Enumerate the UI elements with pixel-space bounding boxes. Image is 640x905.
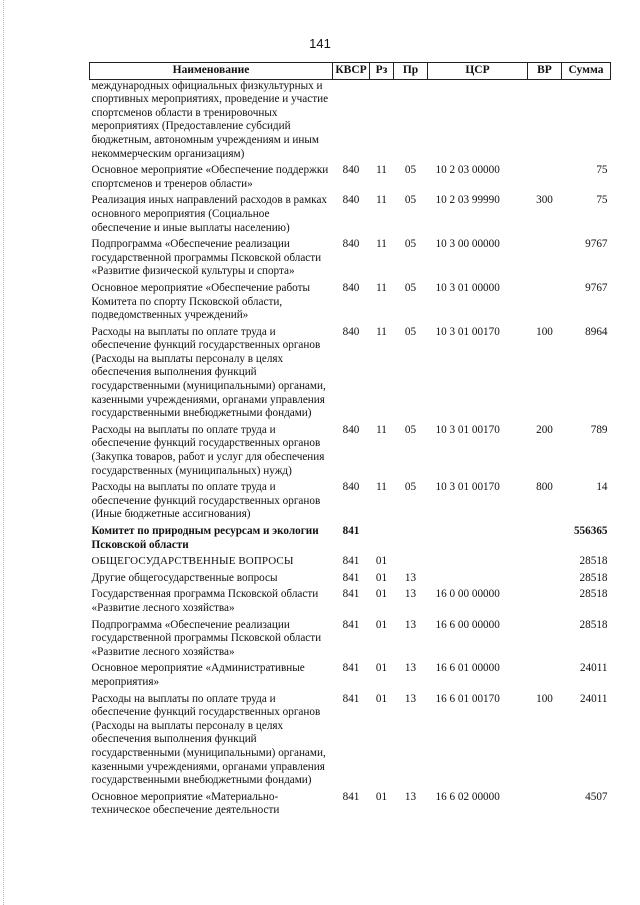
cell-pr: 05 [404, 281, 417, 294]
cell-vr [528, 161, 562, 191]
cell-name: Основное мероприятие «Материально-техническое обеспечение деятельности [91, 790, 280, 817]
table-row [90, 279, 611, 323]
cell-kvsr: 840 [342, 238, 360, 251]
cell-rz: 01 [375, 662, 388, 675]
cell-csr [428, 552, 528, 569]
table-row [90, 659, 611, 689]
cell-csr: 10 2 03 99990 [435, 194, 500, 207]
cell-rz: 11 [376, 281, 387, 294]
cell-rz: 11 [376, 238, 387, 251]
header-rz: Рз [370, 63, 394, 80]
cell-rz: 11 [376, 194, 387, 207]
cell-name: Основное мероприятие «Административные мероприятия» [91, 662, 305, 688]
cell-name: Государственная программа Псковской области «Развитие лесного хозяйства» [91, 588, 319, 614]
cell-name: Основное мероприятие «Обеспечение работы Комитета по спорту Псковской области, подведомственных учреждений» [91, 281, 311, 322]
table-row [90, 191, 611, 235]
cell-sum: 8964 [585, 325, 608, 338]
table-row [90, 161, 611, 191]
cell-sum [562, 79, 611, 161]
cell-kvsr: 841 [342, 571, 360, 584]
cell-sum: 556365 [573, 525, 608, 537]
cell-sum: 4507 [585, 790, 608, 803]
cell-vr: 100 [536, 325, 553, 338]
cell-vr: 200 [536, 423, 553, 436]
cell-csr: 10 3 00 00000 [435, 238, 500, 251]
cell-sum: 28518 [579, 618, 608, 631]
cell-sum: 9767 [585, 238, 608, 251]
header-csr: ЦСР [428, 63, 528, 80]
scan-edge [3, 0, 5, 905]
cell-pr: 13 [404, 692, 417, 705]
header-pr: Пр [394, 63, 428, 80]
cell-sum: 24011 [579, 662, 608, 675]
cell-csr: 10 2 03 00000 [435, 164, 500, 177]
budget-table [89, 62, 611, 818]
cell-pr: 05 [404, 423, 417, 436]
cell-kvsr: 841 [342, 692, 360, 705]
cell-kvsr: 840 [342, 194, 360, 207]
cell-rz: 01 [375, 790, 388, 803]
cell-kvsr: 840 [342, 481, 360, 494]
cell-name: ОБЩЕГОСУДАРСТВЕННЫЕ ВОПРОСЫ [91, 555, 294, 568]
cell-name: Расходы на выплаты по оплате труда и обеспечение функций государственных органов (Иные бюджетные ассигнования) [91, 481, 321, 521]
table-row [90, 585, 611, 615]
cell-csr: 16 6 01 00170 [435, 692, 500, 705]
table-row [90, 235, 611, 279]
cell-sum: 28518 [579, 571, 608, 584]
cell-kvsr: 840 [342, 281, 360, 294]
cell-vr: 800 [536, 481, 553, 494]
cell-pr: 13 [404, 571, 417, 584]
table-row [90, 552, 611, 569]
cell-name: Расходы на выплаты по оплате труда и обеспечение функций государственных органов (Закупка товаров, работ и услуг для обеспечения государственных (муниципальных) нужд) [91, 423, 325, 477]
cell-sum: 9767 [585, 281, 608, 294]
cell-vr [528, 235, 562, 279]
cell-pr: 13 [404, 662, 417, 675]
cell-pr: 05 [404, 481, 417, 494]
cell-name: Другие общегосударственные вопросы [91, 571, 278, 584]
page-number: 141 [309, 36, 331, 51]
table-header-row [90, 63, 611, 80]
cell-sum: 75 [596, 194, 608, 207]
cell-kvsr: 841 [342, 588, 360, 601]
header-sum: Сумма [562, 63, 611, 80]
cell-rz: 11 [376, 325, 387, 338]
cell-pr: 05 [404, 194, 417, 207]
cell-vr [528, 569, 562, 586]
cell-name: Комитет по природным ресурсам и экологии Псковской области [91, 525, 319, 551]
cell-sum: 14 [596, 481, 608, 494]
cell-rz: 01 [375, 588, 388, 601]
table-row [90, 522, 611, 552]
cell-kvsr [333, 79, 370, 161]
cell-vr [528, 552, 562, 569]
cell-rz: 11 [376, 164, 387, 177]
cell-kvsr: 841 [342, 662, 360, 675]
cell-vr [528, 79, 562, 161]
cell-rz: 01 [375, 571, 388, 584]
cell-pr: 13 [404, 588, 417, 601]
cell-name: международных официальных физкультурных и спортивных мероприятиях, проведение и участие спортсменов области в тренировочных мероприятиях (Предоставление субсидий бюджетным, автономным учреждениям и иным некоммерческим организациям) [91, 79, 329, 160]
table-row [90, 79, 611, 161]
table-body [90, 79, 611, 818]
cell-rz [370, 79, 394, 161]
cell-vr [528, 522, 562, 552]
table-row [90, 478, 611, 522]
cell-name: Подпрограмма «Обеспечение реализации государственной программы Псковской области «Развитие физической культуры и спорта» [91, 238, 322, 278]
cell-pr: 13 [404, 618, 417, 631]
header-vr: ВР [528, 63, 562, 80]
cell-csr: 16 6 02 00000 [435, 790, 500, 803]
header-name: Наименование [90, 63, 333, 80]
cell-pr [394, 552, 428, 569]
header-kvsr: КВСР [333, 63, 370, 80]
cell-csr: 10 3 01 00000 [435, 281, 500, 294]
cell-csr: 16 6 01 00000 [435, 662, 500, 675]
cell-pr: 13 [404, 790, 417, 803]
table-row [90, 616, 611, 660]
cell-csr: 10 3 01 00170 [435, 423, 500, 436]
cell-vr [528, 616, 562, 660]
cell-rz: 01 [375, 692, 388, 705]
cell-csr: 16 0 00 00000 [435, 588, 500, 601]
cell-kvsr: 841 [342, 555, 360, 568]
cell-csr [428, 79, 528, 161]
cell-csr: 10 3 01 00170 [435, 481, 500, 494]
cell-sum: 28518 [579, 588, 608, 601]
cell-csr [428, 522, 528, 552]
cell-pr: 05 [404, 164, 417, 177]
cell-vr [528, 659, 562, 689]
cell-name: Основное мероприятие «Обеспечение поддержки спортсменов и тренеров области» [91, 164, 329, 190]
cell-sum: 789 [590, 423, 608, 436]
table-row [90, 323, 611, 421]
table-row [90, 569, 611, 586]
cell-rz: 11 [376, 481, 387, 494]
cell-csr [428, 569, 528, 586]
cell-rz [370, 522, 394, 552]
cell-rz: 01 [375, 618, 388, 631]
table-row [90, 788, 611, 818]
cell-name: Расходы на выплаты по оплате труда и обеспечение функций государственных органов (Расходы на выплаты персоналу в целях обеспечения выполнения функций государственными (муниципальными) органами, казенными учреждениями, органами управления государственными внебюджетными фондами) [91, 692, 326, 787]
cell-vr: 100 [536, 692, 553, 705]
cell-vr [528, 585, 562, 615]
cell-sum: 28518 [579, 555, 608, 568]
cell-vr: 300 [536, 194, 553, 207]
cell-vr [528, 788, 562, 818]
table-row [90, 690, 611, 788]
cell-kvsr: 841 [342, 525, 360, 537]
cell-kvsr: 840 [342, 164, 360, 177]
cell-name: Реализация иных направлений расходов в рамках основного мероприятия (Социальное обеспечение и иные выплаты населению) [91, 194, 328, 234]
cell-kvsr: 840 [342, 423, 360, 436]
cell-rz: 11 [376, 423, 387, 436]
cell-pr: 05 [404, 325, 417, 338]
cell-pr: 05 [404, 238, 417, 251]
cell-kvsr: 841 [342, 790, 360, 803]
cell-pr [394, 522, 428, 552]
cell-kvsr: 841 [342, 618, 360, 631]
cell-vr [528, 279, 562, 323]
cell-sum: 75 [596, 164, 608, 177]
cell-kvsr: 840 [342, 325, 360, 338]
cell-rz: 01 [375, 555, 388, 568]
cell-name: Расходы на выплаты по оплате труда и обеспечение функций государственных органов (Расходы на выплаты персоналу в целях обеспечения выполнения функций государственными (муниципальными) органами, казенными учреждениями, органами управления государственными внебюджетными фондами) [91, 325, 326, 420]
cell-name: Подпрограмма «Обеспечение реализации государственной программы Псковской области «Развитие лесного хозяйства» [91, 618, 322, 658]
cell-csr: 16 6 00 00000 [435, 618, 500, 631]
cell-pr [394, 79, 428, 161]
table-row [90, 421, 611, 478]
cell-sum: 24011 [579, 692, 608, 705]
cell-csr: 10 3 01 00170 [435, 325, 500, 338]
